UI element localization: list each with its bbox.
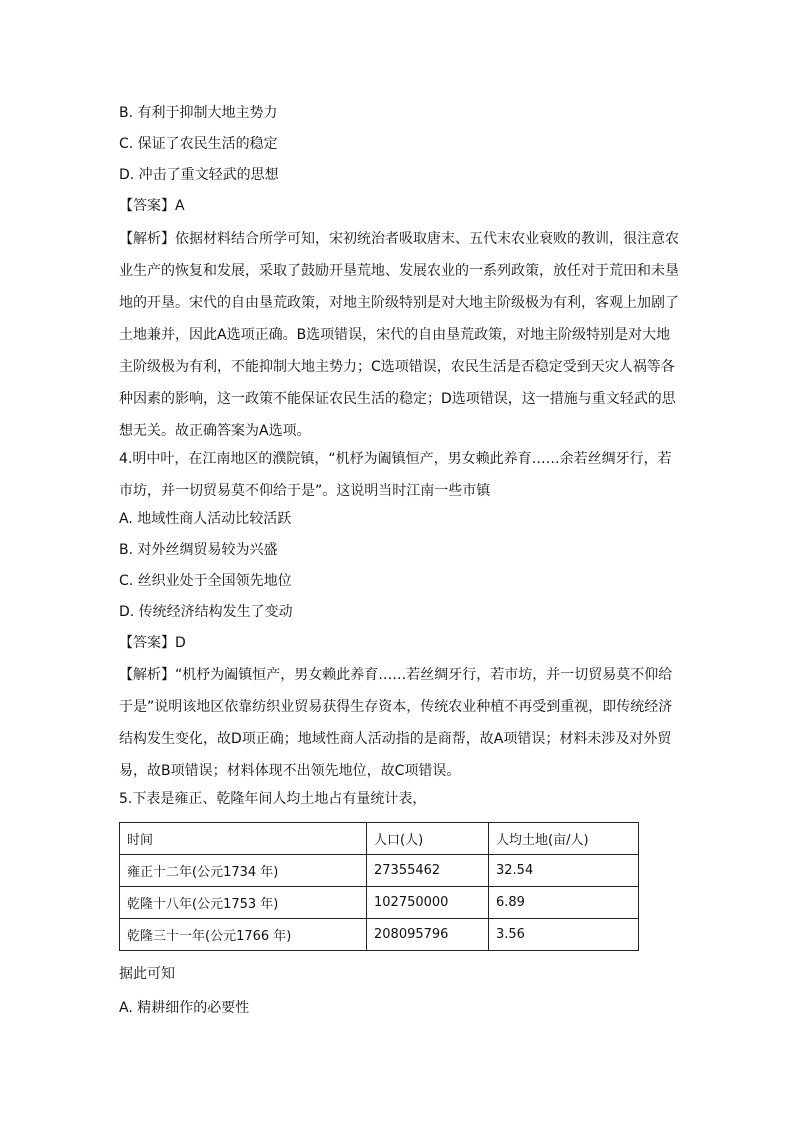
table-cell: 102750000 bbox=[367, 887, 489, 919]
q5-stem: 5.下表是雍正、乾隆年间人均土地占有量统计表， bbox=[119, 791, 427, 807]
analysis-line: 地的开垦。宋代的自由垦荒政策，对地主阶级特别是对大地主阶级极为有利，客观上加剧了 bbox=[119, 295, 679, 311]
table-cell: 乾隆三十一年(公元1766 年) bbox=[120, 919, 367, 951]
stem-line: 4.明中叶，在江南地区的濮院镇，“机杼为阖镇恒产，男女赖此养育……余若丝绸牙行，若 bbox=[119, 451, 672, 467]
table-cell: 32.54 bbox=[489, 855, 639, 887]
q3-option-b bbox=[119, 102, 278, 124]
table-header-cell: 时间 bbox=[120, 823, 367, 855]
stats-table bbox=[119, 822, 639, 951]
table-cell: 乾隆十八年(公元1753 年) bbox=[120, 887, 367, 919]
analysis-line: 主阶级极为有利，不能抑制大地主势力；C选项错误，农民生活是否稳定受到天灾人祸等各 bbox=[119, 359, 675, 375]
table-row bbox=[120, 855, 639, 887]
table-row bbox=[120, 919, 639, 951]
q3-answer: 【答案】A bbox=[119, 198, 185, 214]
q4-stem bbox=[119, 443, 679, 507]
table-header-cell: 人均土地(亩/人) bbox=[489, 823, 639, 855]
q3-option-c: C. 保证了农民生活的稳定 bbox=[119, 136, 278, 152]
analysis-line: 想无关。故正确答案为A选项。 bbox=[119, 423, 311, 439]
table-header-row bbox=[120, 823, 639, 855]
analysis-line: 种因素的影响，这一政策不能保证农民生活的稳定；D选项错误，这一措施与重文轻武的思 bbox=[119, 391, 676, 407]
q3-option-d: D. 冲击了重文轻武的思想 bbox=[119, 167, 279, 183]
q4-option-b: B. 对外丝绸贸易较为兴盛 bbox=[119, 542, 278, 558]
analysis-line: 业生产的恢复和发展，采取了鼓励开垦荒地、发展农业的一系列政策，放任对于荒田和未垦 bbox=[119, 263, 679, 279]
table-header-cell: 人口(人) bbox=[367, 823, 489, 855]
table-cell: 雍正十二年(公元1734 年) bbox=[120, 855, 367, 887]
q4-option-c: C. 丝织业处于全国领先地位 bbox=[119, 573, 292, 589]
analysis-line: 【解析】依据材料结合所学可知，宋初统治者吸取唐末、五代末农业衰败的教训，很注意农 bbox=[119, 231, 679, 247]
q3-option-b-text: B. 有利于抑制大地主势力 bbox=[119, 105, 278, 121]
q4-option-d: D. 传统经济结构发生了变动 bbox=[119, 604, 293, 620]
q5-lead: 据此可知 bbox=[119, 966, 175, 982]
q5-option-a: A. 精耕细作的必要性 bbox=[119, 1000, 250, 1016]
q4-answer: 【答案】D bbox=[119, 635, 186, 651]
analysis-line: 【解析】“机杼为阖镇恒产，男女赖此养育……若丝绸牙行，若市坊，并一切贸易莫不仰给 bbox=[119, 667, 673, 683]
q3-analysis bbox=[119, 223, 679, 447]
table-cell: 3.56 bbox=[489, 919, 639, 951]
q4-option-a: A. 地域性商人活动比较活跃 bbox=[119, 511, 292, 527]
stem-line: 市坊，并一切贸易莫不仰给于是”。这说明当时江南一些市镇 bbox=[119, 483, 491, 499]
analysis-line: 易，故B项错误；材料体现不出领先地位，故C项错误。 bbox=[119, 763, 461, 779]
analysis-line: 土地兼并，因此A选项正确。B选项错误，宋代的自由垦荒政策，对地主阶级特别是对大地 bbox=[119, 327, 671, 343]
table-cell: 208095796 bbox=[367, 919, 489, 951]
table-cell: 27355462 bbox=[367, 855, 489, 887]
table-row bbox=[120, 887, 639, 919]
analysis-line: 于是”说明该地区依靠纺织业贸易获得生存资本，传统农业种植不再受到重视，即传统经济 bbox=[119, 699, 673, 715]
analysis-line: 结构发生变化，故D项正确；地域性商人活动指的是商帮，故A项错误；材料未涉及对外贸 bbox=[119, 731, 672, 747]
q4-analysis bbox=[119, 659, 679, 787]
table-cell: 6.89 bbox=[489, 887, 639, 919]
